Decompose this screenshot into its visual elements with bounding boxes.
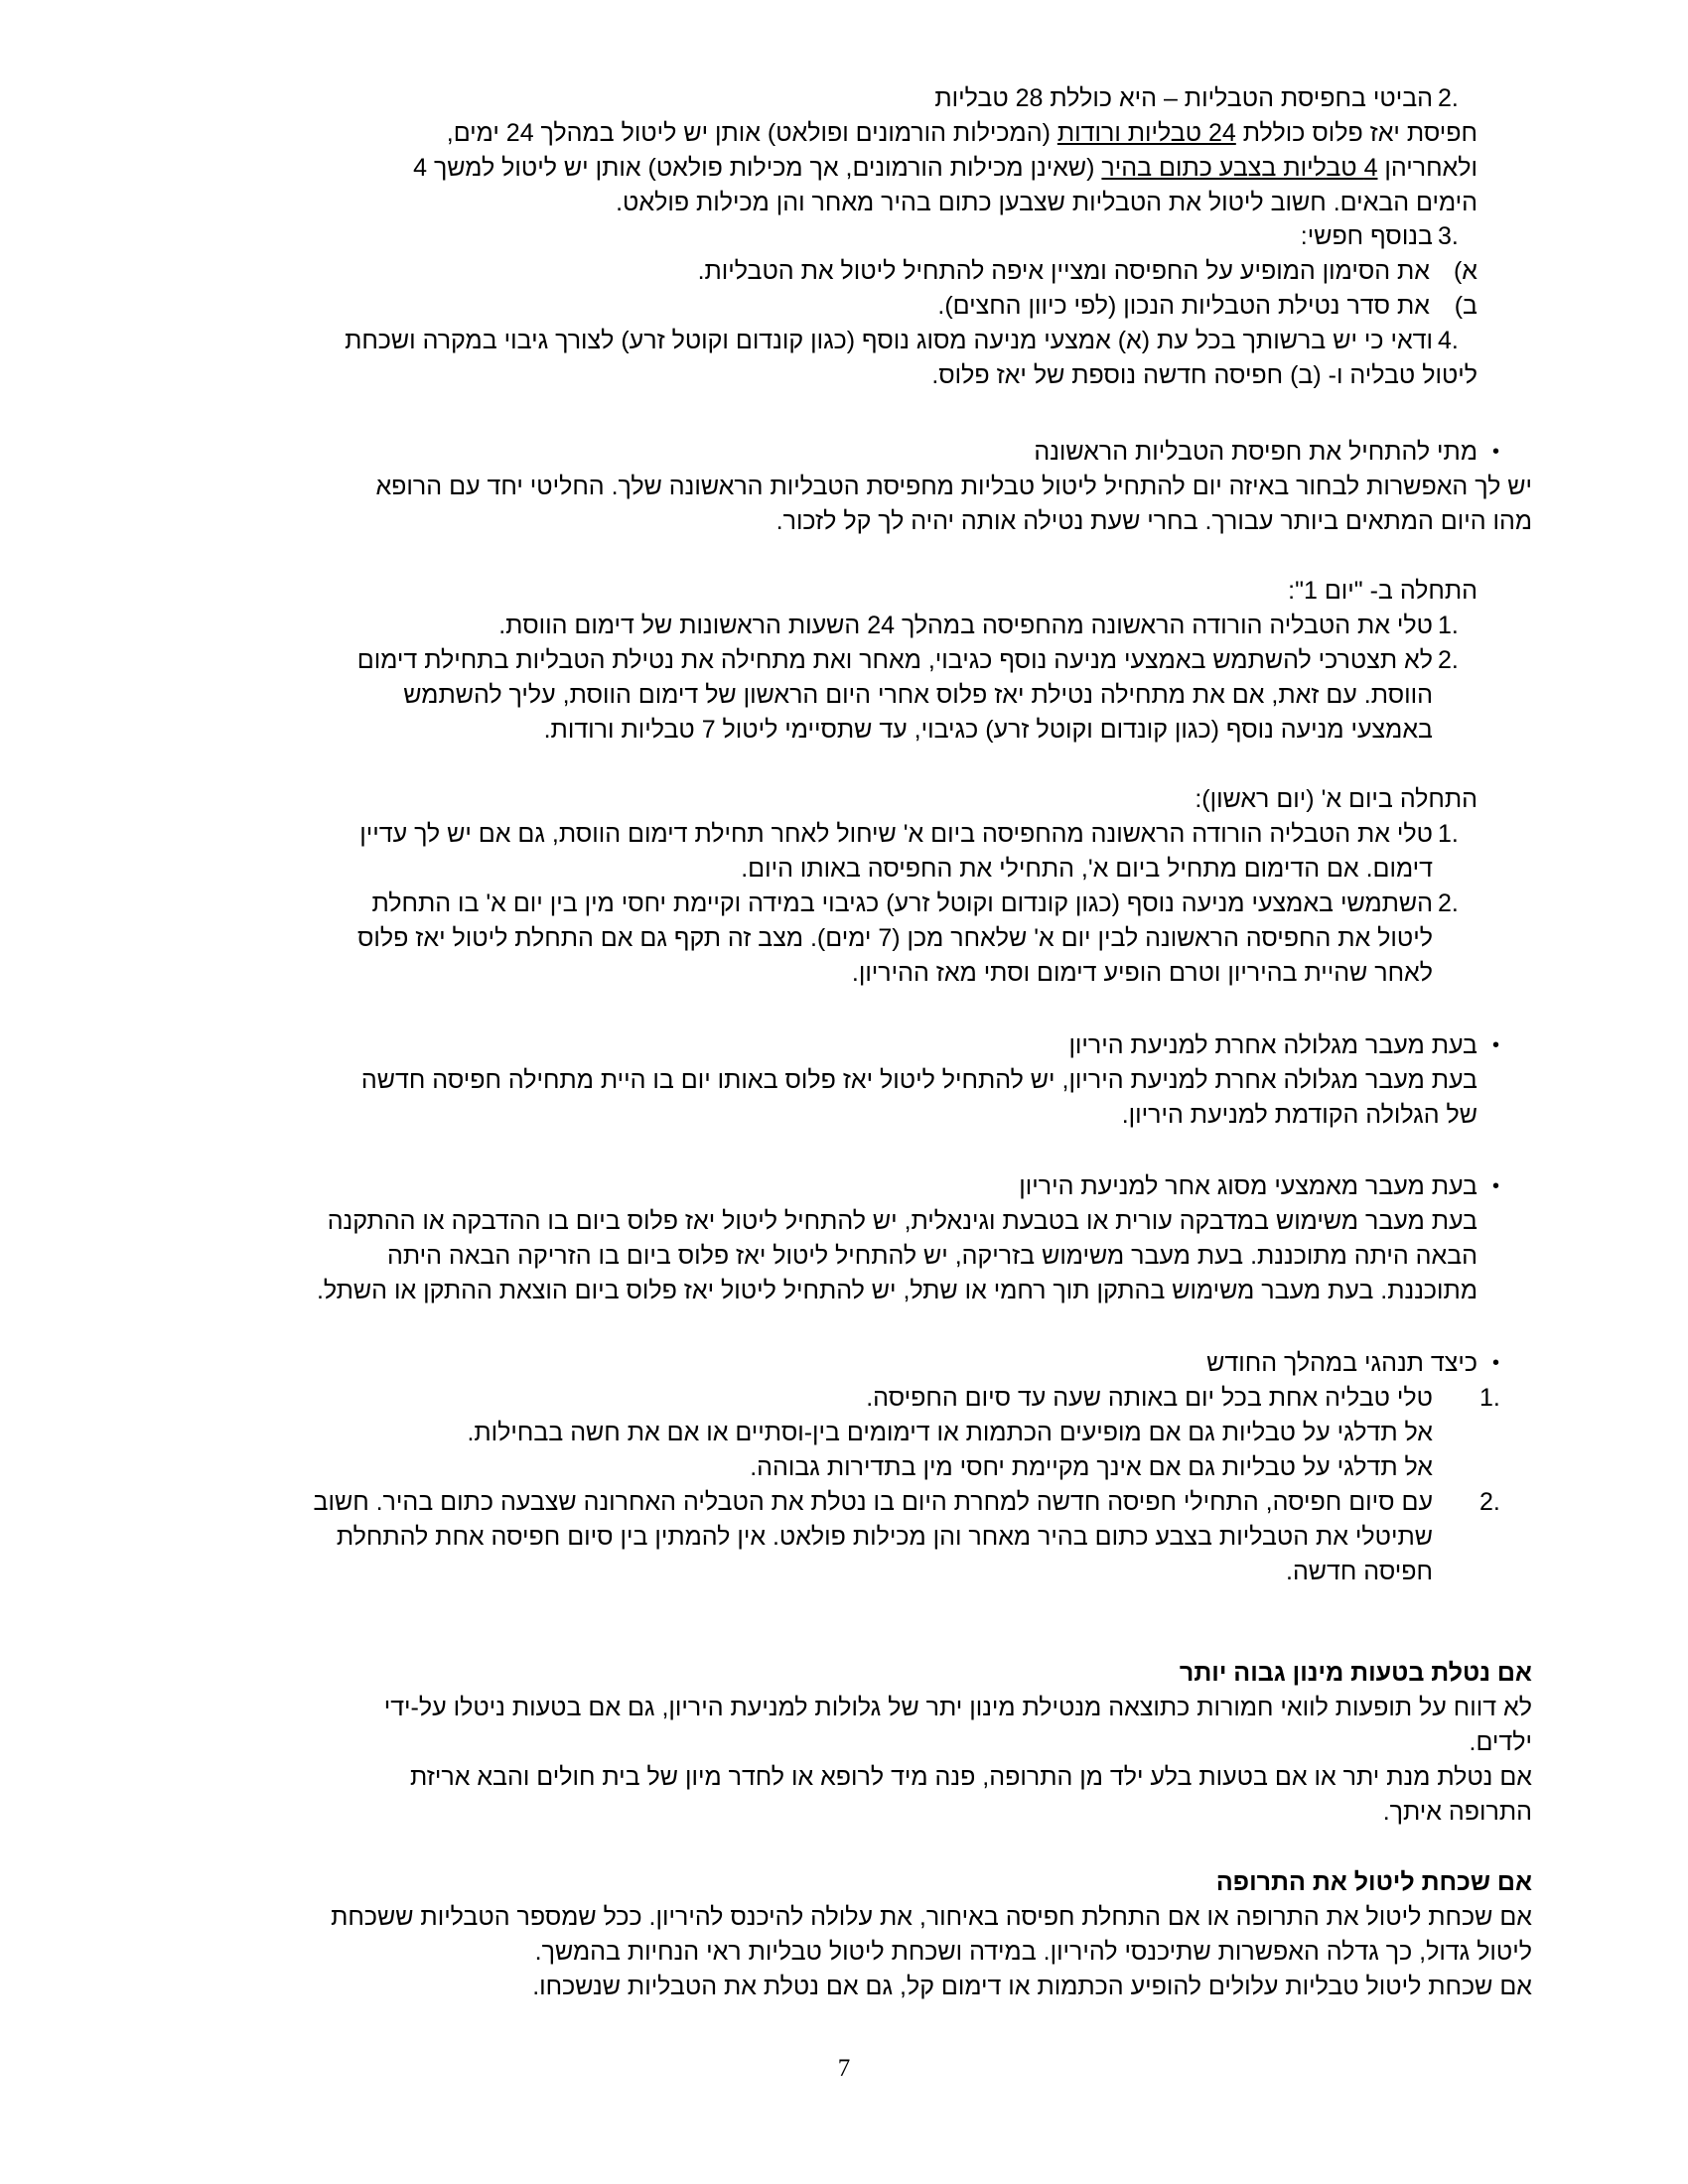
paragraph-line: ולאחריהן 4 טבליות בצבע כתום בהיר (שאינן מכילות הורמונים, אך מכילות פולאט) אותן יש ליטול למשך 4	[413, 154, 1477, 182]
list-item-text: ליטול את החפיסה הראשונה לבין יום א' שלאחר מכן (7 ימים). מצב זה תקף גם אם התחלת ליטול יאז פלוס	[356, 924, 1433, 952]
list-item-text: הווסת. עם זאת, אם את מתחילה נטילת יאז פלוס אחרי היום הראשון של דימום הווסת, עליך להשתמש	[403, 681, 1433, 709]
list-number: 2.	[1479, 1488, 1500, 1516]
paragraph-line: הימים הבאים. חשוב ליטול את הטבליות שצבען כתום בהיר מאחר והן מכילות פולאט.	[616, 189, 1477, 216]
sub-item-mark: א)	[1453, 257, 1477, 285]
section-heading: אם שכחת ליטול את התרופה	[1215, 1868, 1532, 1896]
subsection-title: התחלה ביום א' (יום ראשון):	[1195, 785, 1477, 813]
list-number: 2.	[1438, 84, 1459, 112]
paragraph-line: בעת מעבר משימוש במדבקה עורית או בטבעת וגינאלית, יש להתחיל ליטול יאז פלוס ביום בו ההדבקה או ההתקנה	[327, 1207, 1477, 1235]
paragraph-line: ליטול גדול, כך גדלה האפשרות שתיכנסי להיריון. במידה ושכחת ליטול טבליות ראי הנחיות בהמשך.	[534, 1938, 1532, 1966]
list-item-text: דימום. אם הדימום מתחיל ביום א', התחילי את החפיסה באותו היום.	[741, 855, 1433, 883]
bullet: •	[1492, 441, 1500, 463]
list-item-text: לא תצטרכי להשתמש באמצעי מניעה נוסף כגיבוי, מאחר ואת מתחילה את נטילת הטבליות בתחילת דימום	[356, 646, 1433, 674]
subsection-title: התחלה ב- "יום 1":	[1288, 577, 1477, 605]
paragraph-line: לא דווח על תופעות לוואי חמורות כתוצאה מנטילת מינון יתר של גלולות למניעת היריון, גם אם בטעות ניטלו על-ידי	[383, 1694, 1532, 1721]
list-number: 4.	[1438, 327, 1459, 354]
list-item-text: טלי את הטבליה הורודה הראשונה מהחפיסה ביום א' שיחול לאחר תחילת דימום הווסת, גם אם יש לך עדיין	[359, 820, 1433, 848]
paragraph-line: מתוכננת. בעת מעבר משימוש בהתקן תוך רחמי או שתל, יש להתחיל ליטול יאז פלוס ביום הוצאת ההתקן או השתל.	[316, 1277, 1477, 1304]
page-number: 7	[837, 2055, 851, 2082]
bullet: •	[1492, 1175, 1500, 1197]
bullet-heading: מתי להתחיל את חפיסת הטבליות הראשונה	[1034, 438, 1477, 466]
list-item-text: ודאי כי יש ברשותך בכל עת (א) אמצעי מניעה מסוג נוסף (כגון קונדום וקוטל זרע) לצורך גיבוי במקרה ושכחת	[345, 327, 1433, 354]
list-number: 1.	[1438, 612, 1459, 639]
bullet-heading: בעת מעבר מאמצעי מסוג אחר למניעת היריון	[1019, 1172, 1477, 1200]
list-item-text: עם סיום חפיסה, התחילי חפיסה חדשה למחרת היום בו נטלת את הטבליה האחרונה שצבעה כתום בהיר. חשוב	[313, 1488, 1433, 1516]
list-item-text: טלי טבליה אחת בכל יום באותה שעה עד סיום החפיסה.	[866, 1384, 1433, 1412]
list-item-text: הביטי בחפיסת הטבליות – היא כוללת 28 טבליות	[934, 84, 1433, 112]
bullet: •	[1492, 1034, 1500, 1056]
list-item-text: שתיטלי את הטבליות בצבע כתום בהיר מאחר והן מכילות פולאט. אין להמתין בין סיום חפיסה אחת להתחלת	[336, 1523, 1433, 1551]
list-item-text: לאחר שהיית בהיריון וטרם הופיע דימום וסתי מאז ההיריון.	[851, 959, 1433, 987]
paragraph-line: בעת מעבר מגלולה אחרת למניעת היריון, יש להתחיל ליטול יאז פלוס באותו יום בו היית מתחילה חפיסה חדשה	[360, 1066, 1477, 1094]
sub-item-mark: ב)	[1454, 292, 1477, 320]
paragraph-line: אם נטלת מנת יתר או אם בטעות בלע ילד מן התרופה, פנה מיד לרופא או לחדר מיון של בית חולים והבא אריזת	[410, 1763, 1532, 1791]
list-item-text: באמצעי מניעה נוסף (כגון קונדום וקוטל זרע) כגיבוי, עד שתסיימי ליטול 7 טבליות ורודות.	[543, 716, 1433, 744]
list-item-text: חפיסה חדשה.	[1286, 1558, 1433, 1585]
paragraph-line: הבאה היתה מתוכננת. בעת מעבר משימוש בזריקה, יש להתחיל ליטול יאז פלוס ביום בו הזריקה הבאה היתה	[386, 1242, 1477, 1270]
list-number: 2.	[1438, 646, 1459, 674]
bullet: •	[1492, 1352, 1500, 1374]
bullet-heading: כיצד תנהגי במהלך החודש	[1206, 1349, 1477, 1377]
paragraph-line: ילדים.	[1469, 1728, 1532, 1756]
paragraph-line: אם שכחת ליטול את התרופה או אם התחלת חפיסה באיחור, את עלולה להיכנס להיריון. ככל שמספר הטבליות ששכחת	[331, 1903, 1532, 1931]
underlined-text: 4 טבליות בצבע כתום בהיר	[1101, 154, 1378, 182]
list-number: 1.	[1479, 1384, 1500, 1412]
list-number: 3.	[1438, 222, 1459, 250]
paragraph-line: חפיסת יאז פלוס כוללת 24 טבליות ורודות (המכילות הורמונים ופולאט) אותן יש ליטול במהלך 24 ימים,	[446, 119, 1477, 147]
list-item-text: אל תדלגי על טבליות גם אם מופיעים הכתמות או דימומים בין-וסתיים או אם את חשה בבחילות.	[467, 1419, 1433, 1446]
list-item-text: השתמשי באמצעי מניעה נוסף (כגון קונדום וקוטל זרע) כגיבוי במידה וקיימת יחסי מין בין יום א' בו התחלת	[371, 889, 1433, 917]
paragraph-line: של הגלולה הקודמת למניעת היריון.	[1121, 1101, 1477, 1129]
paragraph-line: יש לך האפשרות לבחור באיזה יום להתחיל ליטול טבליות מחפיסת הטבליות הראשונה שלך. החליטי יחד עם הרופא	[375, 473, 1532, 500]
section-heading: אם נטלת בטעות מינון גבוה יותר	[1179, 1659, 1532, 1687]
list-number: 2.	[1438, 889, 1459, 917]
paragraph-line: אם שכחת ליטול טבליות עלולים להופיע הכתמות או דימום קל, גם אם נטלת את הטבליות שנשכחו.	[532, 1973, 1532, 2000]
list-number: 1.	[1438, 820, 1459, 848]
paragraph-line: ליטול טבליה ו- (ב) חפיסה חדשה נוספת של יאז פלוס.	[931, 361, 1477, 389]
paragraph-line: התרופה איתך.	[1382, 1798, 1532, 1826]
list-item-text: טלי את הטבליה הורודה הראשונה מהחפיסה במהלך 24 השעות הראשונות של דימום הווסת.	[498, 612, 1433, 639]
list-item-text: אל תדלגי על טבליות גם אם אינך מקיימת יחסי מין בתדירות גבוהה.	[750, 1453, 1433, 1481]
list-item-text: בנוסף חפשי:	[1300, 222, 1433, 250]
bullet-heading: בעת מעבר מגלולה אחרת למניעת היריון	[1068, 1031, 1477, 1059]
sub-item-text: את הסימון המופיע על החפיסה ומציין איפה להתחיל ליטול את הטבליות.	[697, 257, 1430, 285]
underlined-text: 24 טבליות ורודות	[1056, 119, 1236, 147]
sub-item-text: את סדר נטילת הטבליות הנכון (לפי כיוון החצים).	[937, 292, 1430, 320]
paragraph-line: מהו היום המתאים ביותר עבורך. בחרי שעת נטילה אותה יהיה לך קל לזכור.	[775, 507, 1532, 535]
